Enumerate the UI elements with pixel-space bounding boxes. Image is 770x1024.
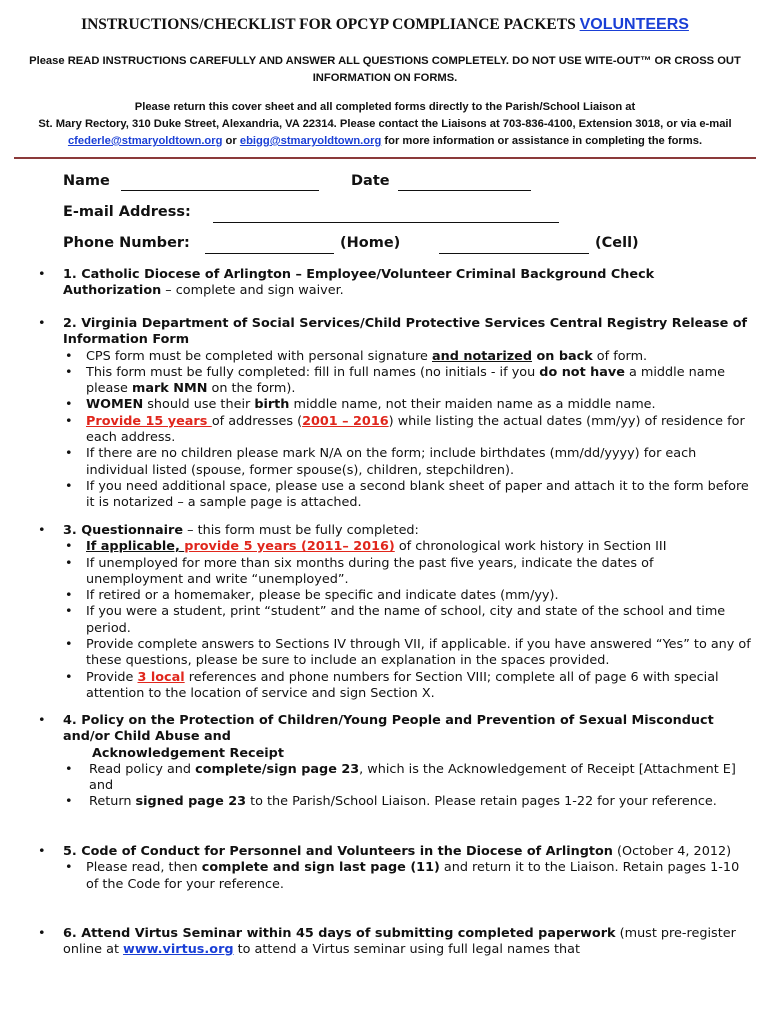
phone-label: Phone Number: <box>63 235 190 251</box>
list-item: • If unemployed for more than six months during the past five years, indicate the dates of unemployment and write “unemployed”. <box>65 555 654 587</box>
list-item: • Read policy and complete/sign page 23, which is the Acknowledgement of Receipt [Attachment E] and <box>65 761 736 794</box>
return-line-3 <box>20 133 750 150</box>
bullet: • <box>38 844 46 859</box>
section-4-title-2: Acknowledgement Receipt <box>92 745 284 761</box>
virtus-link[interactable]: www.virtus.org <box>123 942 234 958</box>
email-label: E-mail Address: <box>63 204 191 220</box>
return-tail: for more information or assistance in completing the forms. <box>381 135 703 147</box>
section-2 <box>38 316 753 512</box>
home-phone-field[interactable] <box>205 253 334 254</box>
date-field[interactable] <box>398 190 531 191</box>
instructions-notice <box>20 53 750 87</box>
title-text: INSTRUCTIONS/CHECKLIST FOR OPCYP COMPLIANCE PACKETS <box>81 16 576 33</box>
page-title <box>0 16 770 34</box>
name-label: Name <box>63 173 110 189</box>
list-item: • This form must be fully completed: fill in full names (no initials - if you do not have a middle name please mark NMN on the form). <box>65 364 725 397</box>
cell-phone-field[interactable] <box>439 253 589 254</box>
home-label: (Home) <box>340 235 401 251</box>
section-4 <box>38 713 753 811</box>
section-5-tail: (October 4, 2012) <box>612 844 732 859</box>
section-6-title: 6. Attend Virtus Seminar within 45 days of submitting completed paperwork <box>63 926 616 941</box>
section-5 <box>38 844 753 893</box>
return-line-2: St. Mary Rectory, 310 Duke Street, Alexandria, VA 22314. Please contact the Liaisons at 703-836-4100, Extension 3018, or via e-mail <box>38 118 732 130</box>
section-6 <box>38 926 753 959</box>
list-item: • If you were a student, print “student” and the name of school, city and state of the school and time period. <box>65 604 726 636</box>
section-6-text-b: to attend a Virtus seminar using full legal names that <box>233 942 580 958</box>
list-item: • If there are no children please mark N/A on the form; include birthdates (mm/dd/yyyy) for each individual listed (spouse, former spouse(s), children, stepchildren). <box>65 446 697 478</box>
email-link-cfederle[interactable]: cfederle@stmaryoldtown.org <box>67 135 223 147</box>
section-3-tail: – this form must be fully completed: <box>183 523 419 538</box>
section-3 <box>38 523 753 702</box>
cell-label: (Cell) <box>595 235 639 251</box>
list-item: • Provide 15 years of addresses (2001 – 2016) while listing the actual dates (mm/yy) of residence for each address. <box>65 413 745 446</box>
bullet: • <box>38 316 46 331</box>
section-1-tail: – complete and sign waiver. <box>161 283 344 299</box>
section-6-text-a: (must pre-register online at <box>63 926 736 958</box>
list-item: • If applicable, provide 5 years (2011– 2016) of chronological work history in Section III <box>65 539 667 555</box>
instructions-line-1: Please READ INSTRUCTIONS CAREFULLY AND ANSWER ALL QUESTIONS COMPLETELY. DO NOT USE WITE-OUT™ OR CROSS OUT <box>29 55 741 67</box>
section-4-title: 4. Policy on the Protection of Children/Young People and Prevention of Sexual Misconduct and/or Child Abuse and <box>63 713 714 745</box>
title-volunteers: VOLUNTEERS <box>579 16 689 33</box>
list-item: • WOMEN should use their birth middle name, not their maiden name as a middle name. <box>65 397 656 413</box>
list-item: • Provide complete answers to Sections IV through VII, if applicable. if you have answered “Yes” to any of these questions, please be sure to include an explanation in the spaces provided. <box>65 637 751 669</box>
list-item: • If retired or a homemaker, please be specific and indicate dates (mm/yy). <box>65 588 559 604</box>
name-field[interactable] <box>121 190 319 191</box>
section-3-title: 3. Questionnaire <box>63 523 184 538</box>
date-label: Date <box>351 173 390 189</box>
instructions-line-2: INFORMATION ON FORMS. <box>312 72 458 84</box>
bullet: • <box>38 267 46 282</box>
bullet: • <box>38 523 46 538</box>
bullet: • <box>38 713 46 728</box>
section-1 <box>38 267 753 300</box>
list-item: • Please read, then complete and sign last page (11) and return it to the Liaison. Retain pages 1-10 of the Code for your reference. <box>65 860 740 892</box>
or-text: or <box>222 135 240 147</box>
email-field[interactable] <box>213 222 559 223</box>
header-divider <box>14 157 756 159</box>
section-5-title: 5. Code of Conduct for Personnel and Volunteers in the Diocese of Arlington <box>63 844 613 859</box>
section-1-title: 1. Catholic Diocese of Arlington – Employee/Volunteer Criminal Background Check Authorization <box>63 267 655 299</box>
list-item: • Provide 3 local references and phone numbers for Section VIII; complete all of page 6 with special attention to the location of service and sign Section X. <box>65 669 719 701</box>
list-item: • CPS form must be completed with personal signature and notarized on back of form. <box>65 348 648 364</box>
return-line-1: Please return this cover sheet and all completed forms directly to the Parish/School Liaison at <box>134 101 636 113</box>
list-item: • If you need additional space, please use a second blank sheet of paper and attach it to the form before it is notarized – a sample page is attached. <box>65 478 749 511</box>
section-2-title: 2. Virginia Department of Social Services/Child Protective Services Central Registry Release of Information Form <box>63 316 748 348</box>
email-link-ebigg[interactable]: ebigg@stmaryoldtown.org <box>239 135 382 147</box>
list-item: • Return signed page 23 to the Parish/School Liaison. Please retain pages 1-22 for your reference. <box>65 794 717 810</box>
return-notice <box>20 99 750 150</box>
bullet: • <box>38 926 46 941</box>
